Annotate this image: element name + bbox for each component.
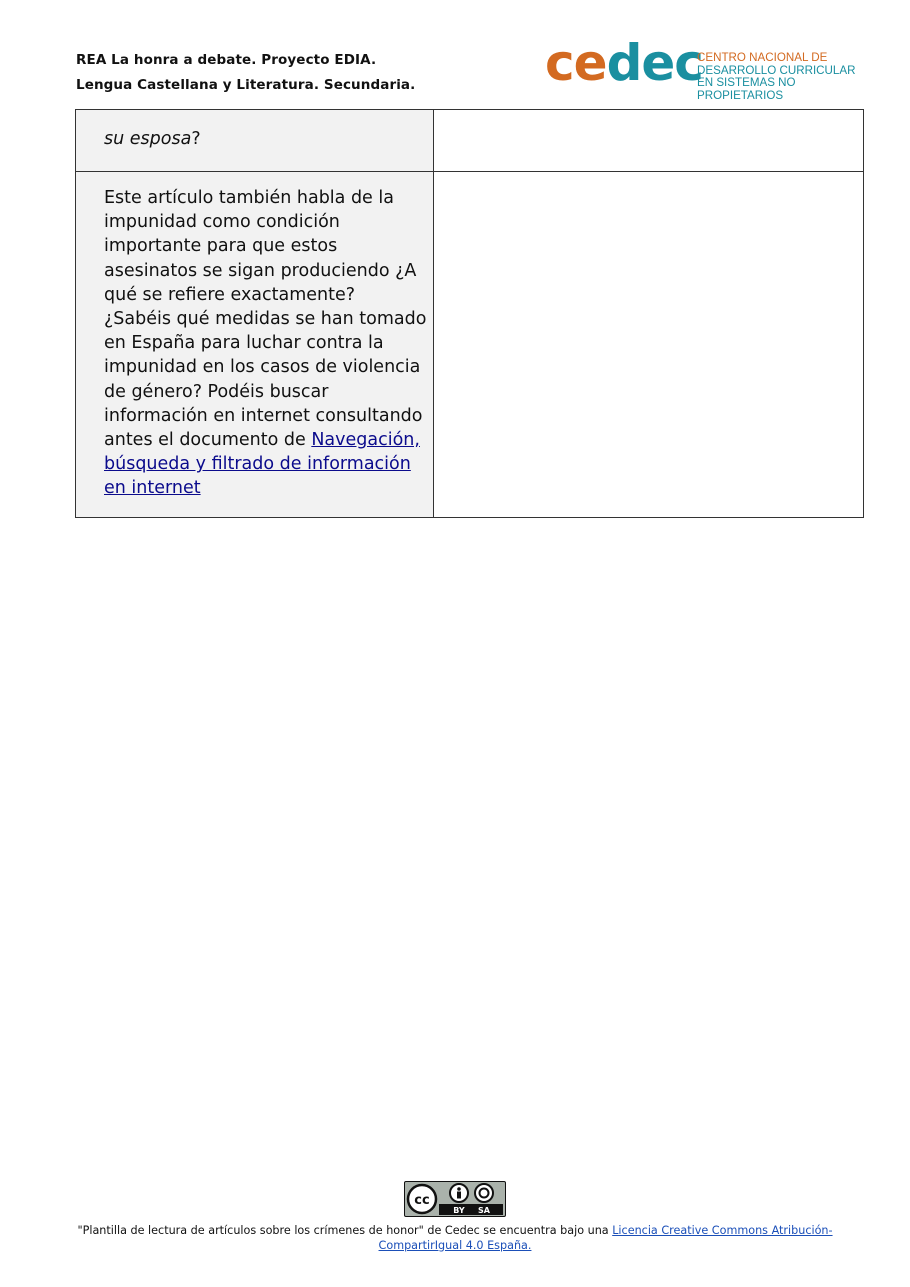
cedec-logo	[545, 34, 865, 102]
cc-sa-label: SA	[478, 1206, 490, 1215]
question-cell	[76, 110, 434, 172]
attribution-person-icon	[450, 1184, 468, 1202]
answer-cell[interactable]	[434, 110, 864, 172]
question-suffix: ?	[191, 129, 201, 149]
cedec-logo-text	[697, 52, 865, 102]
answer-cell[interactable]	[434, 172, 864, 518]
logo-word-part1: ce	[545, 34, 607, 92]
header-title-line: REA La honra a debate. Proyecto EDIA.	[76, 52, 377, 68]
cc-by-label: BY	[453, 1206, 465, 1215]
question-text: Este artículo también habla de la impunidad como condición importante para que estos asesinatos se sigan produciendo ¿A qué se refiere exactamente? ¿Sabéis qué medidas se han tomado en España para luchar contra la impunidad en los casos de violencia de género? Podéis buscar información en internet consultando antes el documento de	[104, 188, 427, 451]
license-link[interactable]: Licencia Creative Commons Atribución-CompartirIgual 4.0 España.	[378, 1224, 833, 1252]
svg-text:cc: cc	[414, 1193, 430, 1208]
share-alike-icon	[475, 1184, 493, 1202]
cc-icon	[408, 1185, 436, 1213]
table-row	[76, 110, 864, 172]
table-row	[76, 172, 864, 518]
navigation-document-link[interactable]: Navegación, búsqueda y filtrado de información en internet	[104, 430, 420, 499]
cc-by-sa-badge[interactable]	[404, 1181, 506, 1217]
logo-word-part2: dec	[606, 34, 703, 92]
header-subtitle-line: Lengua Castellana y Literatura. Secundaria.	[76, 77, 416, 93]
page-footer	[0, 1181, 910, 1252]
logo-text-line2: DESARROLLO CURRICULAR	[697, 63, 856, 77]
license-notice	[70, 1224, 840, 1253]
question-cell	[76, 172, 434, 518]
questions-table	[75, 109, 864, 518]
logo-text-line1: CENTRO NACIONAL DE	[697, 51, 828, 64]
cedec-logo-word	[545, 32, 703, 94]
license-text: "Plantilla de lectura de artículos sobre los crímenes de honor" de Cedec se encuentra bajo una	[77, 1224, 613, 1237]
logo-text-line3: EN SISTEMAS NO PROPIETARIOS	[697, 76, 796, 102]
question-italic-text: su esposa	[104, 129, 192, 149]
